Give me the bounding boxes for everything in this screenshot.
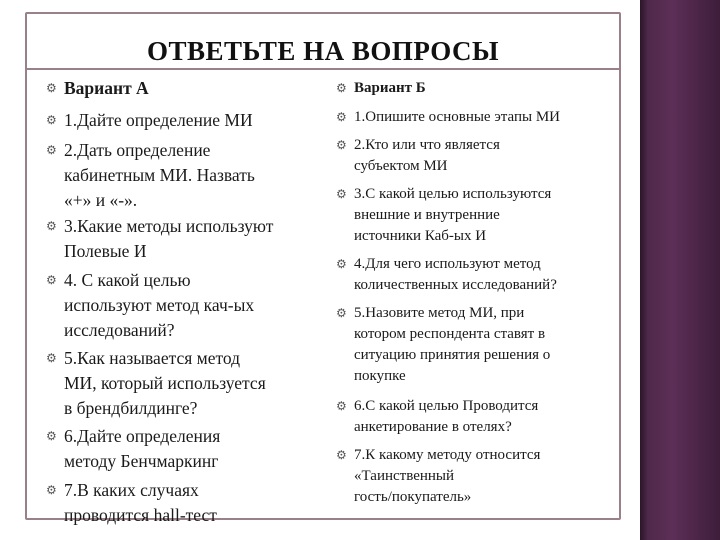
list-item	[336, 254, 557, 296]
gear-bullet-icon: ⚙	[46, 483, 57, 497]
list-item	[46, 478, 217, 528]
gear-bullet-icon: ⚙	[46, 113, 57, 127]
gear-bullet-icon: ⚙	[336, 306, 347, 320]
list-item	[46, 346, 266, 421]
question-text: 5.Как называется метод МИ, который используется в брендбилдинге?	[64, 348, 266, 418]
question-text: 2.Кто или что является субъектом МИ	[354, 137, 500, 174]
variant-b-heading: Вариант Б	[354, 80, 426, 96]
list-item	[336, 107, 560, 128]
title-divider	[25, 68, 621, 70]
question-text: 1.Опишите основные этапы МИ	[354, 109, 560, 125]
list-item	[46, 424, 220, 474]
list-item	[46, 76, 149, 101]
gear-bullet-icon: ⚙	[336, 257, 347, 271]
list-item	[46, 214, 273, 264]
list-item	[46, 108, 253, 133]
list-item	[336, 303, 550, 387]
question-text: 6.Дайте определения методу Бенчмаркинг	[64, 426, 221, 471]
gear-bullet-icon: ⚙	[46, 219, 57, 233]
gear-bullet-icon: ⚙	[336, 81, 347, 95]
decorative-side-band	[640, 0, 720, 540]
list-item	[336, 445, 540, 508]
gear-bullet-icon: ⚙	[46, 429, 57, 443]
list-item	[336, 78, 426, 99]
list-item	[46, 138, 255, 213]
gear-bullet-icon: ⚙	[336, 138, 347, 152]
variant-a-heading: Вариант А	[64, 78, 149, 98]
list-item	[336, 396, 538, 438]
question-text: 6.С какой целью Проводится анкетирование в отелях?	[354, 398, 539, 435]
question-text: 4. С какой целью используют метод кач-ых исследований?	[64, 270, 255, 340]
gear-bullet-icon: ⚙	[336, 399, 347, 413]
gear-bullet-icon: ⚙	[46, 273, 57, 287]
gear-bullet-icon: ⚙	[336, 448, 347, 462]
gear-bullet-icon: ⚙	[46, 351, 57, 365]
list-item	[336, 135, 500, 177]
gear-bullet-icon: ⚙	[46, 143, 57, 157]
question-text: 5.Назовите метод МИ, при котором респондента ставят в ситуацию принятия решения о покупке	[354, 305, 551, 384]
gear-bullet-icon: ⚙	[336, 187, 347, 201]
question-text: 4.Для чего используют метод количественных исследований?	[354, 256, 557, 293]
question-text: 3.С какой целью используются внешние и внутренние источники Каб-ых И	[354, 186, 552, 244]
gear-bullet-icon: ⚙	[336, 110, 347, 124]
list-item	[46, 268, 254, 343]
gear-bullet-icon: ⚙	[46, 81, 57, 95]
question-text: 7.В каких случаях проводится hall-тест	[64, 480, 217, 525]
question-text: 7.К какому методу относится «Таинственный гость/покупатель»	[354, 447, 541, 505]
question-text: 3.Какие методы используют Полевые И	[64, 216, 274, 261]
question-text: 1.Дайте определение МИ	[64, 110, 253, 130]
question-text: 2.Дать определение кабинетным МИ. Назвать «+» и «-».	[64, 140, 255, 210]
slide-title: ОТВЕТЬТЕ НА ВОПРОСЫ	[146, 36, 500, 66]
list-item	[336, 184, 551, 247]
